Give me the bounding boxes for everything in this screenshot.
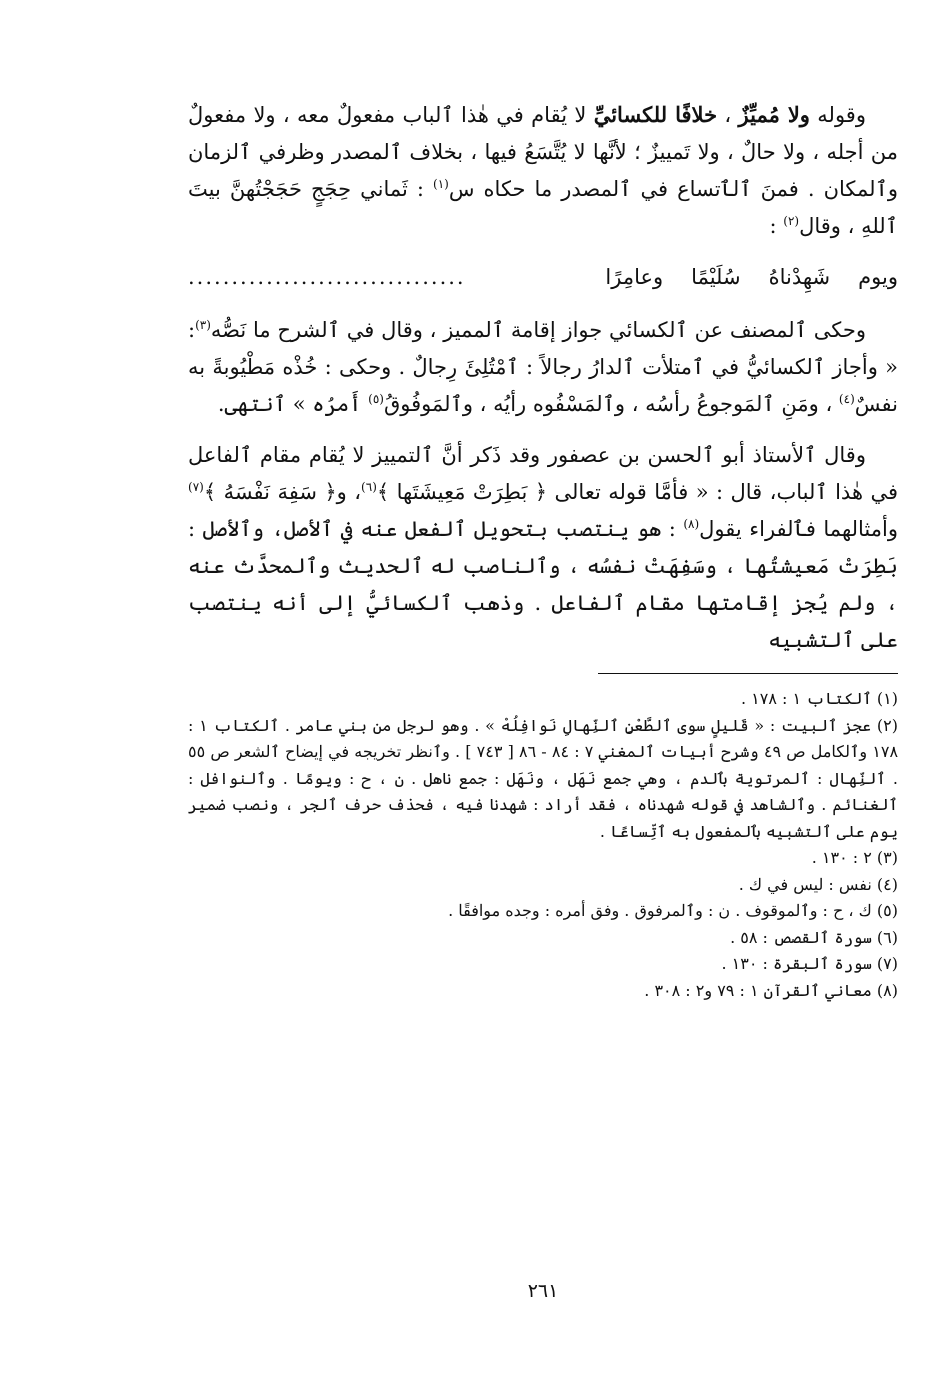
text-run: وحكى ٱلمصنف عن ٱلكسائي جواز إقامة ٱلمميز ، وقال في ٱلشرح ما نَصُّه	[210, 318, 866, 342]
footnote-8: (٨) معاني ٱلقرآن ١ : ٧٩ و٢ : ٣٠٨ .	[644, 980, 898, 1000]
text-run: وأمثالهما فٱلفراء يقول	[699, 517, 898, 541]
footnote-ref[interactable]: (١)	[433, 177, 449, 191]
text-run: : « وأجاز ٱلكسائيُّ في ٱمتلأت ٱلدارُ رجالاً : ٱمْتُلِئَ رِجالٌ . وحكى : خُذْه مَطْيُوبةً به نفسٌ	[188, 318, 898, 416]
poem-hemistich	[605, 259, 898, 296]
footnote-ref[interactable]: (٧)	[188, 480, 204, 494]
footnote-divider	[598, 673, 898, 674]
paragraph-1	[188, 96, 898, 245]
footnote-1: (١) ٱلكتاب ١ : ١٧٨ .	[741, 689, 898, 708]
text-run: أَمرُه » ٱنتهى.	[217, 392, 369, 416]
poem-word: وعامِرًا	[605, 265, 664, 289]
footnote-5: (٥) ك ، ح : وٱلموقوف . ن : وٱلمرفوق . وفق أمره : وجده موافقًا .	[448, 901, 898, 920]
text-run: : ثَماني حِجَجٍ حَجَجْتُهنَّ بيتَ ٱللهِ ، وقال	[188, 177, 898, 238]
footnote-7: (٧) سورة ٱلبقرة : ١٣٠ .	[721, 954, 898, 973]
bold-term: خلافًا للكسائيِّ	[593, 102, 718, 127]
footnote-ref[interactable]: (٨)	[683, 517, 700, 531]
text-run: وقوله	[809, 103, 866, 127]
poem-word: سُلَيْمًا	[691, 265, 741, 289]
footnote-3: (٣) ٢ : ١٣٠ .	[811, 848, 898, 867]
bold-term: ولا مُميِّزٌ	[738, 102, 810, 127]
footnote-ref[interactable]: (٢)	[783, 214, 800, 228]
footnote-4: (٤) نفس : ليس في ك .	[738, 874, 898, 894]
text-run: ،	[717, 103, 739, 127]
paragraph-3	[188, 437, 898, 659]
text-run: ، ومَنِ ٱلمَوجوعُ رأسُه ، وٱلمَسْفُوه رأيُه ، وٱلمَوفُوقُ	[383, 392, 839, 416]
main-text	[188, 96, 898, 659]
book-page	[188, 96, 898, 1356]
text-run: ، و﴿ سَفِهَ نَفْسَهُ ﴾	[203, 480, 362, 504]
poem-line	[188, 259, 898, 296]
footnote-ref[interactable]: (٦)	[361, 480, 377, 494]
footnotes	[188, 686, 898, 1004]
text-run: :	[769, 214, 784, 238]
paragraph-2	[188, 312, 898, 423]
text-run: وقال ٱلأستاذ أبو ٱلحسن بن عصفور وقد ذَكر أنَّ ٱلتمييز لا يُقام مقام ٱلفاعل في هٰذا ٱلباب، قال : « فأمَّا قوله تعالى ﴿ بَطِرَتْ مَعِيشَتَها ﴾	[188, 443, 898, 504]
text-run: : هو ينتصب بتحويل ٱلفعل عنه في ٱلأصل، وٱلأصل : بَطِرَتْ مَعيشتُها ، وسَفِهَتْ نفسُه ، وٱلناصب له ٱلحديث وٱلمحدَّث عنه ، ولم يُجز إقامتها مقام ٱلفاعل . وذهب ٱلكسائيُّ إلى أنه ينتصب على ٱلتشبيه	[188, 517, 898, 652]
text-run: لا يُقام في هٰذا ٱلباب مفعولٌ معه ، ولا مفعولٌ من أجله ، ولا حالٌ ، ولا تَمييزٌ ؛ لأنَّها لا يُتَّسَعُ فيها ، بخلاف ٱلمصدر وظرفي ٱلزمان وٱلمكان . فمنَ ٱلٱتساع في ٱلمصدر ما حكاه س	[188, 103, 898, 201]
footnote-6: (٦) سورة ٱلقصص : ٥٨ .	[730, 927, 898, 947]
poem-ellipsis: ................................	[188, 265, 466, 289]
footnote-ref[interactable]: (٤)	[838, 392, 855, 406]
footnote-2: (٢) عجز ٱلبيت : « قَليلٍ سوى ٱلطَّعْنِ ٱلنِّهالِ نَوافِلُهْ » . وهو لرجل من بني عامر . ٱلكتاب ١ : ١٧٨ وٱلكامل ص ٤٩ وشرح أبيات ٱلمغني ٧ : ٨٤ - ٨٦ [ ٧٤٣ ] . وٱنظر تخريجه في إيضاح ٱلشعر ص ٥٥ . ٱلنِّهال : ٱلمرتوية بٱلدم ، وهي جمع نَهَل ، ونَهَل : جمع ناهل . ن ، ح : ويومًا . وٱلنوافل : ٱلغنائم . وٱلشاهد في قوله شهدناه ، فقد أراد : شهدنا فيه ، فحذف حرف ٱلجر ، ونصب ضمير يوم على ٱلتشبيه بٱلمفعول به ٱتِّساعًا .	[188, 715, 899, 841]
poem-word: شَهِدْناهُ	[768, 265, 831, 289]
footnote-ref[interactable]: (٥)	[368, 392, 384, 406]
footnote-ref[interactable]: (٣)	[195, 318, 211, 332]
poem-word: ويوم	[858, 265, 898, 289]
page-number: ٢٦١	[527, 1280, 559, 1302]
